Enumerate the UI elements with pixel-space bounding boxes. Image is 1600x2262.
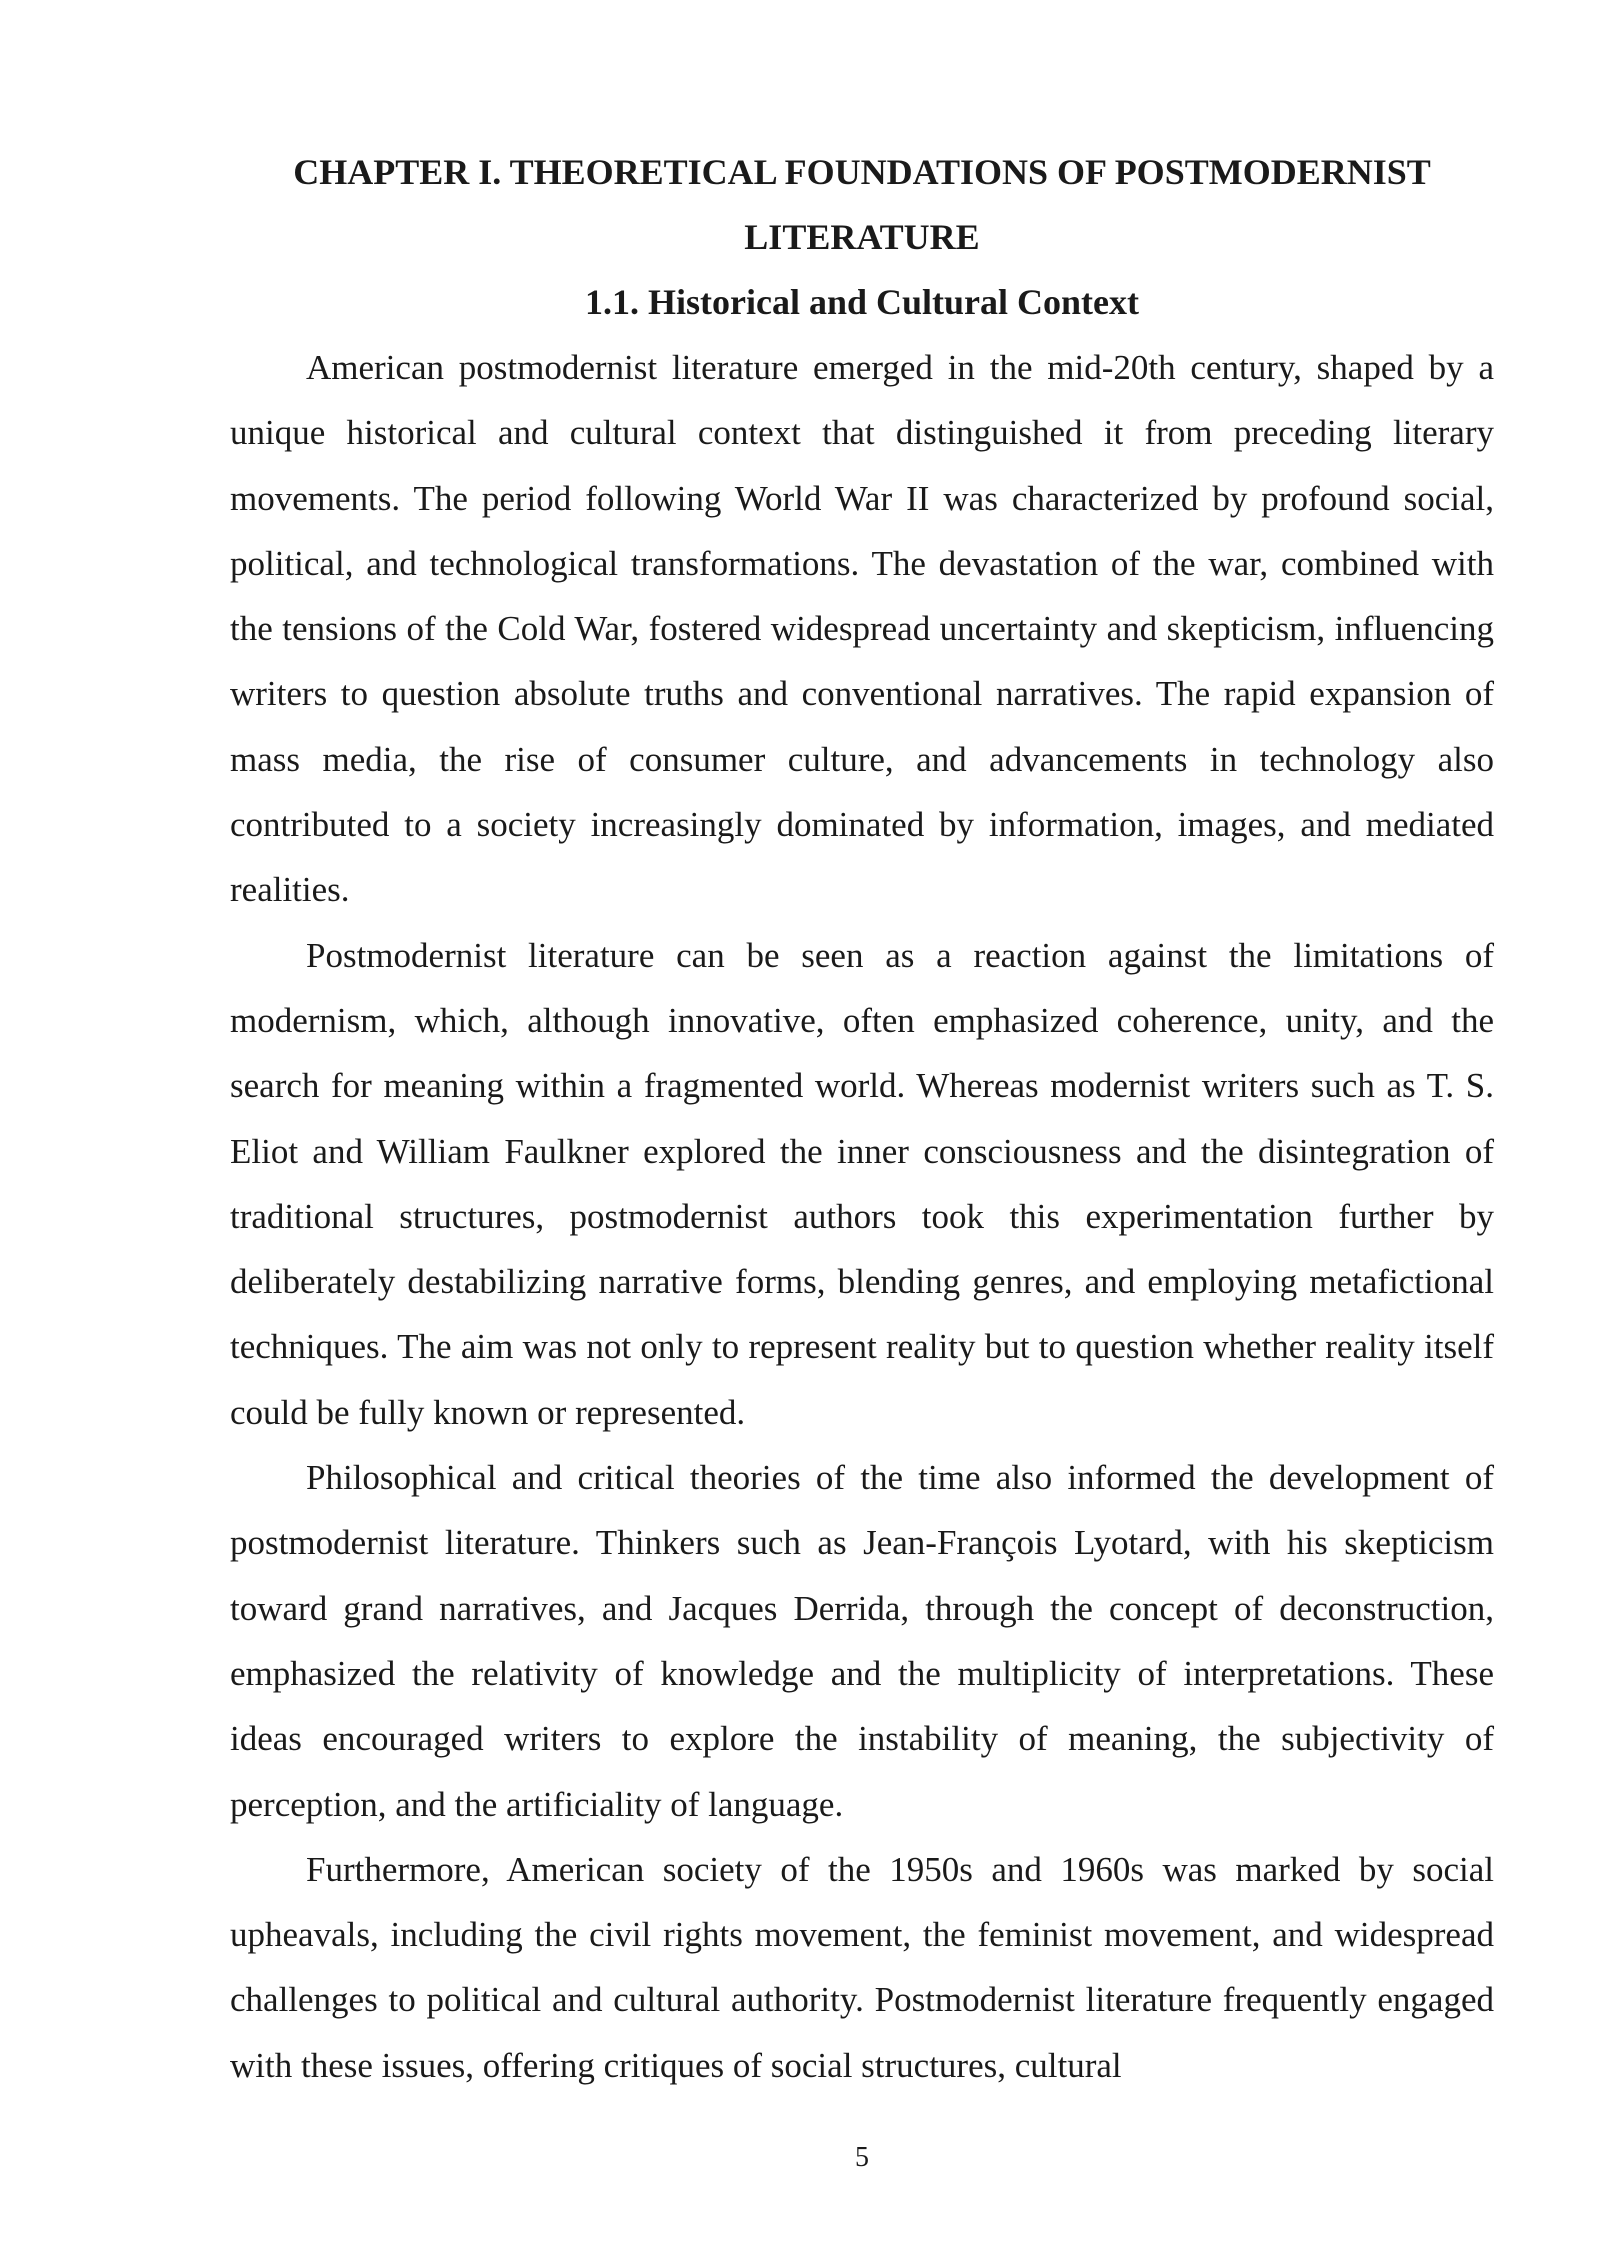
paragraph-4: Furthermore, American society of the 1950s and 1960s was marked by social upheavals, including the civil rights movement, the feminist movement, and widespread challenges to political and cultural authority. Postmodernist literature frequently engaged with these issues, offering critiques of social structures, cultural — [230, 1849, 1494, 2085]
chapter-title: CHAPTER I. THEORETICAL FOUNDATIONS OF POSTMODERNIST LITERATURE — [293, 152, 1431, 257]
paragraph-2: Postmodernist literature can be seen as a reaction against the limitations of modernism, which, although innovative, often emphasized coherence, unity, and the search for meaning within a fragmented world. Whereas modernist writers such as T. S. Eliot and William Faulkner explored the inner consciousness and the disintegration of traditional structures, postmodernist authors took this experimentation further by deliberately destabilizing narrative forms, blending genres, and employing metafictional techniques. The aim was not only to represent reality but to question whether reality itself could be fully known or represented. — [230, 935, 1494, 1432]
paragraph-1: American postmodernist literature emerged in the mid-20th century, shaped by a unique historical and cultural context that distinguished it from preceding literary movements. The period following World War II was characterized by profound social, political, and technological transformations. The devastation of the war, combined with the tensions of the Cold War, fostered widespread uncertainty and skepticism, influencing writers to question absolute truths and conventional narratives. The rapid expansion of mass media, the rise of consumer culture, and advancements in technology also contributed to a society increasingly dominated by information, images, and mediated realities. — [230, 348, 1494, 910]
paragraph-3: Philosophical and critical theories of the time also informed the development of postmodernist literature. Thinkers such as Jean-François Lyotard, with his skepticism toward grand narratives, and Jacques Derrida, through the concept of deconstruction, emphasized the relativity of knowledge and the multiplicity of interpretations. These ideas encouraged writers to explore the instability of meaning, the subjectivity of perception, and the artificiality of language. — [230, 1458, 1494, 1824]
document-page — [230, 140, 1494, 2098]
section-title: 1.1. Historical and Cultural Context — [585, 282, 1139, 322]
page-number: 5 — [855, 2142, 869, 2173]
